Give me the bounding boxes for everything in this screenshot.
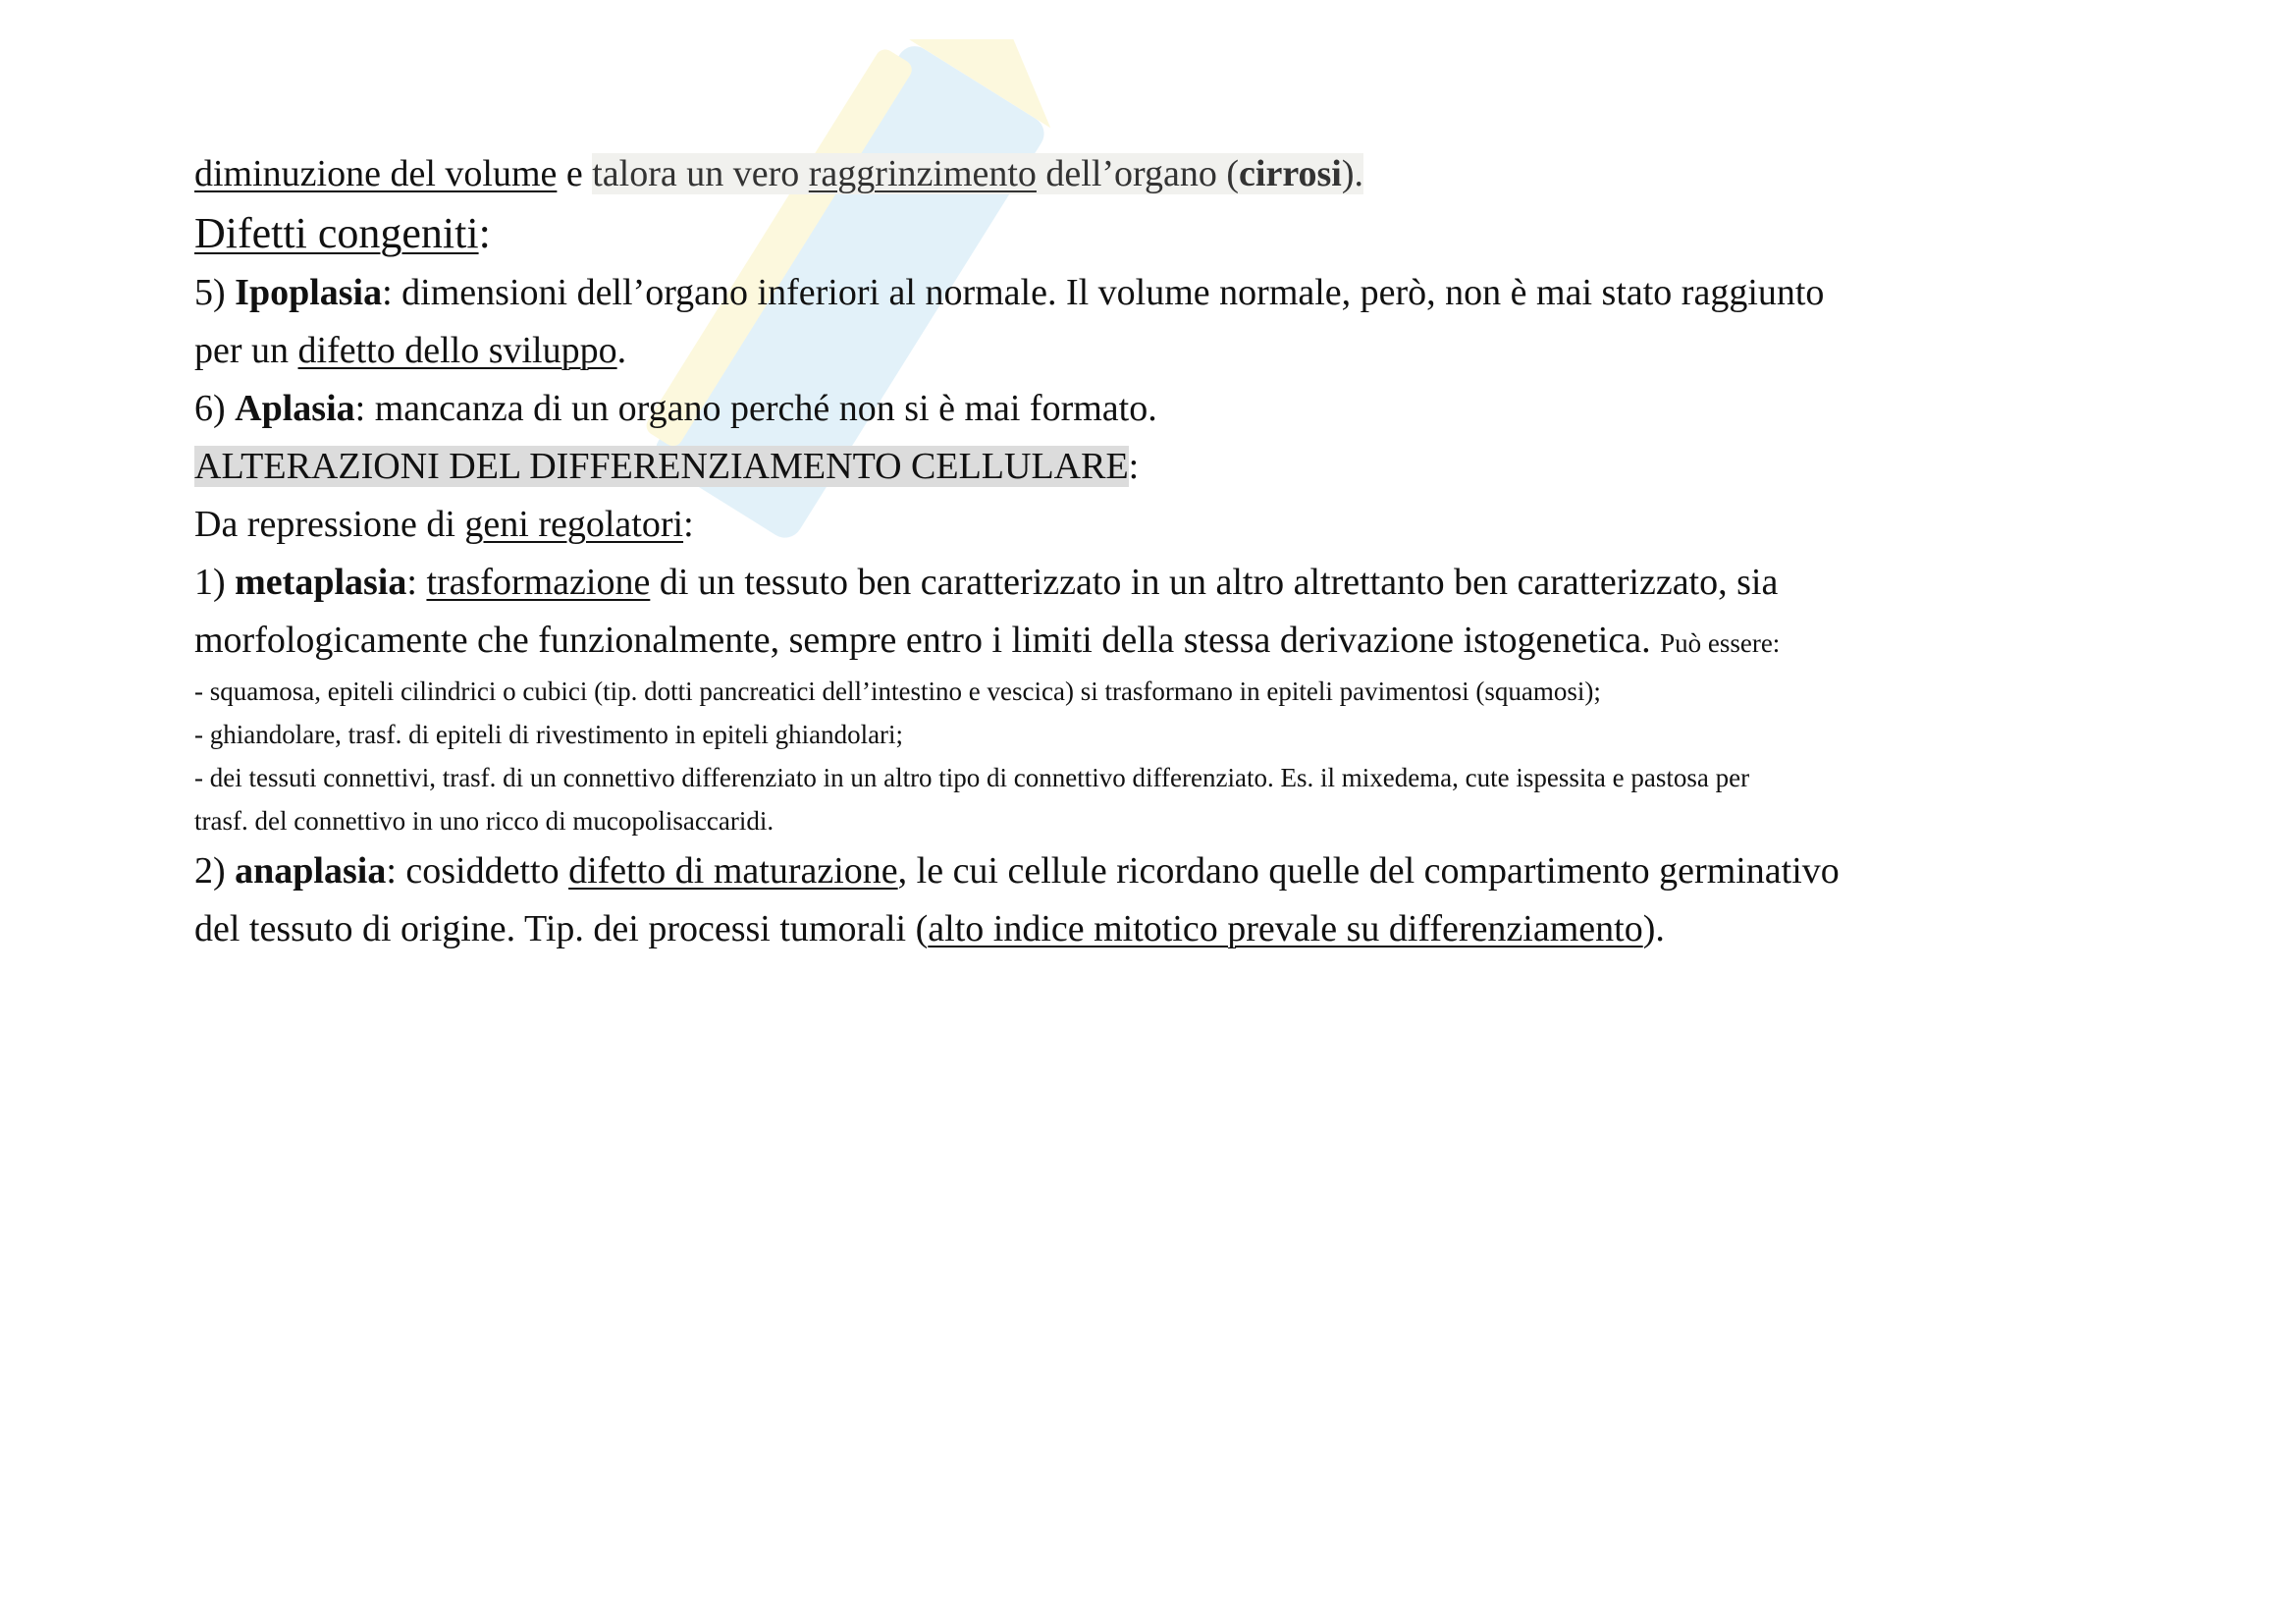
list-number: 1) (194, 562, 236, 603)
underlined-text: difetto dello sviluppo (297, 330, 617, 371)
text-line-1 (194, 145, 2148, 203)
text-run: : (406, 562, 427, 603)
text-run: : cosiddetto (386, 850, 569, 892)
underlined-text: alto indice mitotico prevale su differenziamento (928, 908, 1643, 949)
text-line-5 (194, 380, 2148, 438)
text-run: ). (1341, 153, 1364, 194)
text-run: di un tessuto ben caratterizzato in un altro altrettanto ben caratterizzato, sia (650, 562, 1779, 603)
list-number: 5) (194, 272, 236, 313)
text-run: dell’organo ( (1036, 153, 1240, 194)
text-line-8 (194, 554, 2148, 612)
underlined-text: raggrinzimento (808, 153, 1037, 194)
text-run: ). (1642, 908, 1665, 949)
section-heading-alterazioni (194, 438, 2148, 496)
text-line-13: trasf. del connettivo in uno ricco di mucopolisaccaridi. (194, 806, 774, 836)
text-line-12: - dei tessuti connettivi, trasf. di un connettivo differenziato in un altro tipo di connettivo differenziato. Es. il mixedema, cute ispessita e pastosa per (194, 763, 1750, 792)
list-number: 6) (194, 388, 236, 429)
highlighted-text (592, 153, 1363, 194)
text-run: . (616, 330, 627, 371)
section-heading-difetti (194, 203, 2148, 264)
underlined-text: geni regolatori (464, 504, 684, 545)
text-line-14 (194, 842, 2148, 900)
text-run: Da repressione di (194, 504, 465, 545)
text-run: : mancanza di un organo perché non si è mai formato. (354, 388, 1157, 429)
text-run: : dimensioni dell’organo inferiori al normale. Il volume normale, però, non è mai stato raggiunto (382, 272, 1825, 313)
text-line-7 (194, 496, 2148, 554)
text-line-3 (194, 264, 2148, 322)
highlighted-heading: ALTERAZIONI DEL DIFFERENZIAMENTO CELLULARE (194, 446, 1129, 487)
text-line-9 (194, 612, 2148, 670)
text-run: : (478, 209, 491, 257)
text-run: morfologicamente che funzionalmente, sempre entro i limiti della stessa derivazione istogenetica. (194, 620, 1661, 661)
small-text-run: Può essere: (1660, 628, 1781, 658)
text-run: , le cui cellule ricordano quelle del compartimento germinativo (897, 850, 1840, 892)
bold-term: cirrosi (1239, 153, 1342, 194)
underlined-text: trasformazione (426, 562, 651, 603)
text-line-10: - squamosa, epiteli cilindrici o cubici (tip. dotti pancreatici dell’intestino e vescica) si trasformano in epiteli pavimentosi (squamosi); (194, 677, 1601, 706)
text-run: e (557, 153, 593, 194)
underlined-text: difetto di maturazione (568, 850, 898, 892)
text-line-11: - ghiandolare, trasf. di epiteli di rivestimento in epiteli ghiandolari; (194, 720, 904, 749)
text-run: : (1128, 446, 1140, 487)
list-number: 2) (194, 850, 236, 892)
document-body (194, 145, 2148, 958)
heading-text: Difetti congeniti (194, 209, 479, 257)
underlined-text: diminuzione del volume (194, 153, 558, 194)
text-run: per un (194, 330, 298, 371)
bold-term: Aplasia (235, 388, 355, 429)
text-run: talora un vero (592, 153, 809, 194)
bold-term: Ipoplasia (235, 272, 383, 313)
text-line-15 (194, 900, 2148, 958)
text-run: : (683, 504, 694, 545)
bold-term: metaplasia (235, 562, 407, 603)
bold-term: anaplasia (235, 850, 387, 892)
text-run: del tessuto di origine. Tip. dei processi tumorali ( (194, 908, 929, 949)
text-line-4 (194, 322, 2148, 380)
